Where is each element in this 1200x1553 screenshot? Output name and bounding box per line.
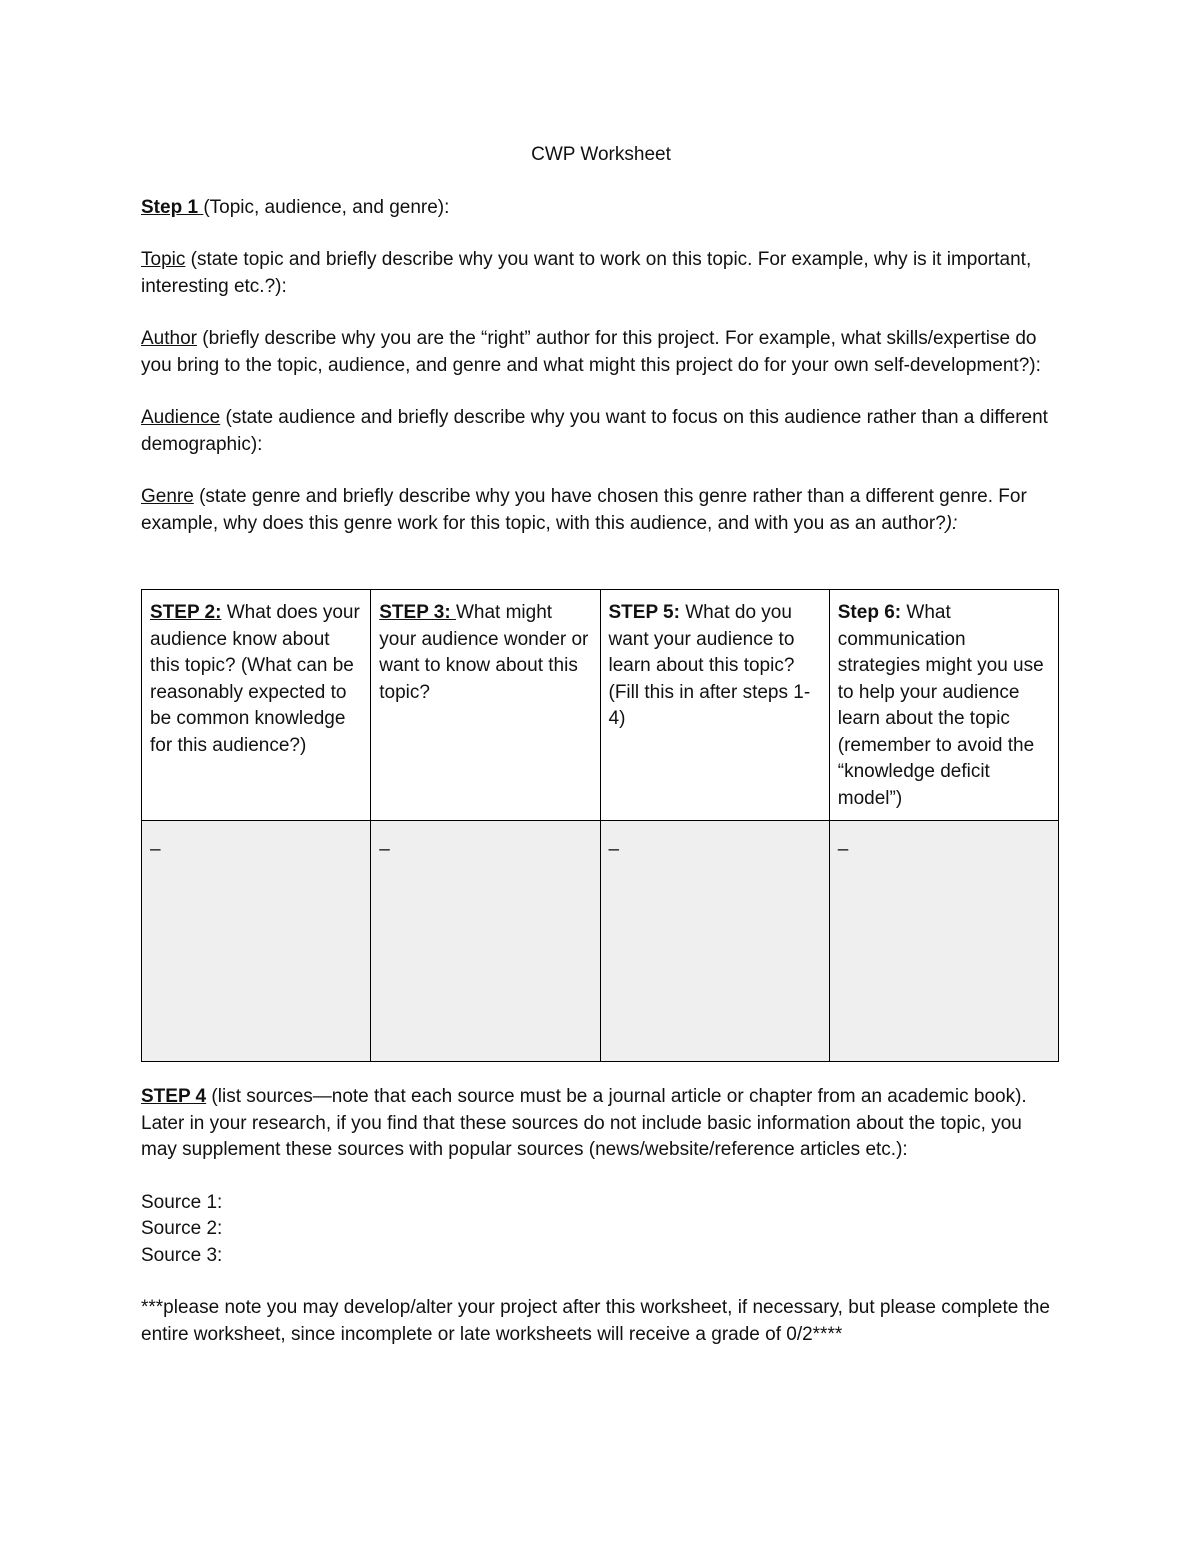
step4-prompt xyxy=(141,1084,1061,1164)
audience-description: (state audience and briefly describe why you want to focus on this audience rather than a different demographic): xyxy=(141,407,1048,455)
step3-label: STEP 3: xyxy=(379,602,456,623)
document-body xyxy=(141,142,1061,1374)
step5-text: What do you want your audience to learn about this topic? (Fill this in after steps 1-4) xyxy=(608,602,811,729)
completion-note: ***please note you may develop/alter your project after this worksheet, if necessary, but please complete the entire worksheet, since incomplete or late worksheets will receive a grade of 0/2**** xyxy=(141,1297,1050,1345)
step3-answer-cell[interactable]: – xyxy=(371,821,600,1062)
step1-heading xyxy=(141,195,1061,222)
step4-label: STEP 4 xyxy=(141,1086,207,1107)
step5-label: STEP 5: xyxy=(608,602,680,623)
audience-label: Audience xyxy=(141,407,221,428)
step4-description: (list sources—note that each source must be a journal article or chapter from an academic book). Later in your research, if you find that these sources do not include basic information about the topic, you may supplement these sources with popular sources (news/website/reference articles etc.): xyxy=(141,1086,1027,1160)
steps-table-answer-row xyxy=(142,821,1059,1062)
step5-header-cell xyxy=(600,590,829,821)
steps-table-header-row xyxy=(142,590,1059,821)
audience-prompt xyxy=(141,405,1061,458)
step2-text: What does your audience know about this topic? (What can be reasonably expected to be common knowledge for this audience?) xyxy=(150,602,360,756)
author-label: Author xyxy=(141,328,197,349)
step6-text: What communication strategies might you use to help your audience learn about the topic (remember to avoid the “knowledge deficit model”) xyxy=(837,602,1044,809)
genre-prompt xyxy=(141,484,1061,537)
genre-description-end: ): xyxy=(945,512,958,534)
steps-table xyxy=(141,589,1059,1062)
step6-label: Step 6: xyxy=(837,602,902,623)
step2-answer-cell[interactable]: – xyxy=(142,821,371,1062)
step6-header-cell xyxy=(829,590,1058,821)
topic-description: (state topic and briefly describe why you want to work on this topic. For example, why is it important, interesting etc.?): xyxy=(141,249,1032,297)
step2-label: STEP 2: xyxy=(150,602,222,623)
topic-prompt xyxy=(141,247,1061,300)
genre-description: (state genre and briefly describe why you have chosen this genre rather than a different genre. For example, why does this genre work for this topic, with this audience, and with you as an author? xyxy=(141,486,1027,534)
source-list xyxy=(141,1190,1061,1270)
step1-label: Step 1 xyxy=(141,196,204,218)
step5-answer-cell[interactable]: – xyxy=(600,821,829,1062)
source-1-field[interactable]: Source 1: xyxy=(141,1191,223,1213)
source-2-field[interactable]: Source 2: xyxy=(141,1218,223,1239)
step1-description: (Topic, audience, and genre): xyxy=(203,196,450,218)
author-prompt xyxy=(141,326,1061,379)
step3-header-cell xyxy=(371,590,600,821)
source-3-field[interactable]: Source 3: xyxy=(141,1244,223,1266)
author-description: (briefly describe why you are the “right” author for this project. For example, what skills/expertise do you bring to the topic, audience, and genre and what might this project do for your own self-development?): xyxy=(141,328,1041,376)
step2-header-cell xyxy=(142,590,371,821)
document-title: CWP Worksheet xyxy=(531,144,671,165)
step3-text: What might your audience wonder or want to know about this topic? xyxy=(379,602,589,703)
genre-label: Genre xyxy=(141,486,194,507)
step6-answer-cell[interactable]: – xyxy=(829,821,1058,1062)
topic-label: Topic xyxy=(141,249,186,270)
